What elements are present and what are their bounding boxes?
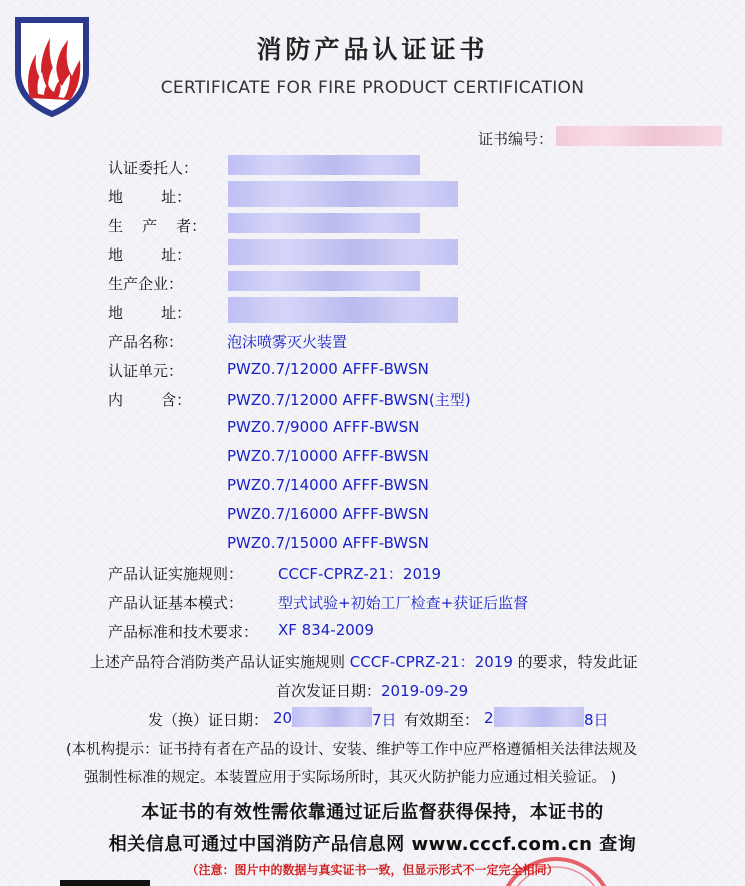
address2-label: 地 址： xyxy=(108,246,192,264)
factory-redacted xyxy=(228,271,420,291)
certificate-number-redacted xyxy=(556,126,722,146)
contains-label: 内 含： xyxy=(108,391,192,409)
rule-label: 产品认证实施规则： xyxy=(108,565,244,583)
factory-label: 生产企业： xyxy=(108,275,184,293)
statement-prefix: 上述产品符合消防类产品认证实施规则 xyxy=(90,653,350,671)
issue-date-prefix: 20 xyxy=(273,709,293,727)
standard-value: XF 834-2009 xyxy=(278,621,374,639)
address1-redacted xyxy=(228,181,458,207)
notice-line-2: 强制性标准的规定。本装置应用于实际场所时，其灭火防护能力应通过相关验证。 ) xyxy=(84,770,617,786)
certificate-number-label: 证书编号： xyxy=(478,130,554,148)
bottom-mark xyxy=(60,880,150,886)
first-issue-label: 首次发证日期： xyxy=(276,682,382,700)
producer-label: 生 产 者： xyxy=(108,217,207,235)
valid-until-label: 有效期至： xyxy=(404,711,480,729)
certificate-title-en: CERTIFICATE FOR FIRE PRODUCT CERTIFICATION xyxy=(160,78,585,98)
valid-date-redacted xyxy=(494,707,584,727)
issue-date-redacted xyxy=(292,707,372,727)
validity-line-1: 本证书的有效性需依靠通过证后监督获得保持，本证书的 xyxy=(141,802,604,823)
validity-line-2: 相关信息可通过中国消防产品信息网 www.cccf.com.cn 查询 xyxy=(108,834,637,855)
model-item: PWZ0.7/15000 AFFF-BWSN xyxy=(227,534,429,552)
statement-rule: CCCF-CPRZ-21：2019 xyxy=(349,653,513,671)
client-label: 认证委托人： xyxy=(108,159,199,177)
issue-label: 发（换）证日期： xyxy=(148,711,269,729)
address2-redacted xyxy=(228,239,458,265)
first-issue-line xyxy=(276,680,468,701)
client-redacted xyxy=(228,155,420,175)
product-label: 产品名称： xyxy=(108,333,184,351)
address3-label: 地 址： xyxy=(108,304,192,322)
mode-value: 型式试验+初始工厂检查+获证后监督 xyxy=(278,594,529,612)
model-item: PWZ0.7/16000 AFFF-BWSN xyxy=(227,505,429,523)
model-item: PWZ0.7/12000 AFFF-BWSN(主型) xyxy=(227,391,471,409)
valid-date-prefix: 2 xyxy=(484,709,494,727)
producer-redacted xyxy=(228,213,420,233)
rule-value: CCCF-CPRZ-21：2019 xyxy=(278,565,442,583)
product-value: 泡沫喷雾灭火装置 xyxy=(227,333,348,351)
mode-label: 产品认证基本模式： xyxy=(108,594,244,612)
footnote: （注意：图片中的数据与真实证书一致，但显示形式不一定完全相同） xyxy=(186,863,559,877)
issue-date-suffix: 7日 xyxy=(372,711,397,729)
first-issue-date: 2019-09-29 xyxy=(381,682,469,700)
model-item: PWZ0.7/14000 AFFF-BWSN xyxy=(227,476,429,494)
statement-suffix: 的要求，特发此证 xyxy=(512,653,638,671)
notice-line-1: (本机构提示：证书持有者在产品的设计、安装、维护等工作中应严格遵循相关法律法规及 xyxy=(66,742,638,758)
valid-date-suffix: 8日 xyxy=(584,711,609,729)
conformity-statement xyxy=(90,651,638,672)
model-item: PWZ0.7/10000 AFFF-BWSN xyxy=(227,447,429,465)
unit-value: PWZ0.7/12000 AFFF-BWSN xyxy=(227,360,429,378)
model-item: PWZ0.7/9000 AFFF-BWSN xyxy=(227,418,420,436)
standard-label: 产品标准和技术要求： xyxy=(108,623,259,641)
certificate-title-cn: 消防产品认证证书 xyxy=(256,35,489,64)
address1-label: 地 址： xyxy=(108,188,192,206)
address3-redacted xyxy=(228,297,458,323)
unit-label: 认证单元： xyxy=(108,362,184,380)
